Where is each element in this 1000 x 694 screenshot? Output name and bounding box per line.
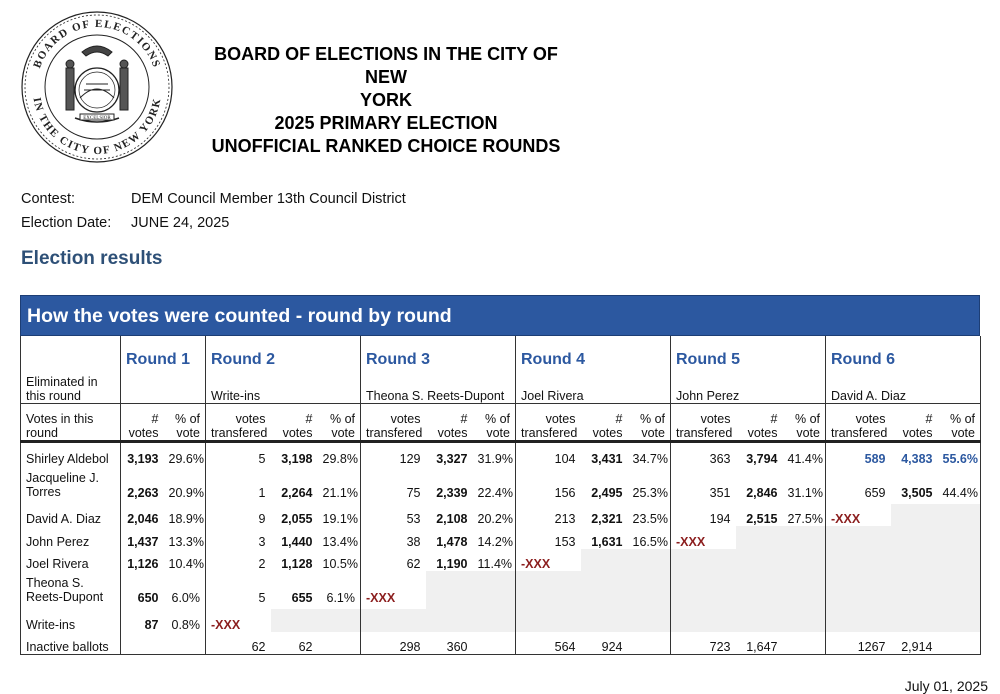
results-table-container: [20, 295, 980, 655]
vote-count: 2,108: [436, 512, 468, 526]
vote-pct: 14.2%: [477, 534, 513, 549]
eliminated-marker: -XXX: [671, 526, 736, 549]
eliminated-label: Eliminated in this round: [21, 369, 121, 404]
votes-transferred: 194: [671, 504, 736, 527]
votes-transferred: 156: [516, 466, 581, 504]
vote-count: 1,126: [121, 549, 164, 572]
votes-transferred: 659: [826, 466, 891, 504]
col-header-votes: # votes: [736, 404, 783, 442]
vote-pct: 41.4%: [787, 451, 823, 466]
empty-cell: [783, 609, 826, 632]
candidate-name: Joel Rivera: [21, 549, 121, 572]
cell: [164, 632, 206, 655]
votes-transferred: 363: [671, 442, 736, 466]
votes-transferred: 1: [206, 466, 271, 504]
votes-transferred: 153: [516, 526, 581, 549]
candidate-row: [21, 549, 981, 572]
col-header-transferred: votes transfered: [206, 404, 271, 442]
empty-cell: [473, 571, 516, 609]
empty-cell: [891, 549, 938, 572]
vote-count: 2,264: [281, 485, 313, 500]
candidate-row: [21, 526, 981, 549]
eliminated-marker: -XXX: [361, 571, 426, 609]
candidate-row: [21, 442, 981, 466]
vote-pct: 6.0%: [171, 591, 200, 605]
empty-cell: [628, 571, 671, 609]
col-header-votes: # votes: [121, 404, 164, 442]
round-title: Round 4: [516, 336, 671, 369]
empty-cell: [826, 526, 891, 549]
vote-count: 2,515: [746, 512, 778, 526]
election-date-value: JUNE 24, 2025: [131, 215, 230, 231]
empty-cell: [938, 504, 981, 527]
empty-cell: [581, 571, 628, 609]
votes-transferred: 129: [361, 442, 426, 466]
inactive-total: 360: [426, 632, 473, 655]
vote-count: 87: [121, 609, 164, 632]
vote-pct: 22.4%: [477, 485, 513, 500]
corner-cell: [21, 336, 121, 369]
col-header-transferred: votes transfered: [671, 404, 736, 442]
vote-count: 3,505: [901, 485, 933, 500]
election-date-line: [21, 215, 229, 231]
votes-transferred: 75: [361, 466, 426, 504]
votes-transferred: 104: [516, 442, 581, 466]
empty-cell: [938, 571, 981, 609]
round-title: Round 2: [206, 336, 361, 369]
vote-pct: 10.5%: [322, 557, 358, 571]
svg-text:BOARD OF ELECTIONS: BOARD OF ELECTIONS: [31, 17, 163, 70]
vote-count: 3,327: [436, 451, 468, 466]
eliminated-candidate: David A. Diaz: [826, 369, 981, 404]
empty-cell: [516, 571, 581, 609]
empty-cell: [318, 632, 361, 655]
empty-cell: [628, 632, 671, 655]
inactive-ballots-row: [21, 632, 981, 655]
empty-cell: [736, 571, 783, 609]
header-line-1: BOARD OF ELECTIONS IN THE CITY OF NEW: [214, 44, 558, 87]
vote-pct: 20.9%: [168, 485, 204, 500]
empty-cell: [671, 609, 736, 632]
inactive-transferred: 1267: [826, 632, 891, 655]
votes-transferred: 213: [516, 504, 581, 527]
vote-count: 1,631: [591, 534, 623, 549]
eliminated-candidate: [121, 369, 206, 404]
empty-cell: [783, 526, 826, 549]
vote-count: 1,190: [436, 557, 468, 571]
eliminated-marker: -XXX: [826, 504, 891, 527]
vote-count: 2,263: [121, 466, 164, 504]
vote-pct: 31.1%: [787, 485, 823, 500]
contest-line: [21, 191, 406, 207]
vote-count: 650: [121, 571, 164, 609]
inactive-transferred: 723: [671, 632, 736, 655]
col-header-votes: # votes: [426, 404, 473, 442]
empty-cell: [318, 609, 361, 632]
candidate-name: Theona S. Reets-Dupont: [21, 571, 121, 609]
col-header-votes: # votes: [271, 404, 318, 442]
votes-transferred: 5: [206, 571, 271, 609]
inactive-total: 2,914: [891, 632, 938, 655]
empty-cell: [891, 504, 938, 527]
vote-count: 2,495: [591, 485, 623, 500]
empty-cell: [271, 609, 318, 632]
round-title: Round 1: [121, 336, 206, 369]
candidate-name: Shirley Aldebol: [21, 442, 121, 466]
candidate-row: [21, 504, 981, 527]
candidate-name: Write-ins: [21, 609, 121, 632]
votes-in-round-label: Votes in this round: [21, 404, 121, 442]
vote-count: 4,383: [901, 451, 933, 466]
votes-transferred: 589: [826, 442, 891, 466]
vote-pct: 27.5%: [787, 512, 823, 526]
header-line-2: YORK: [359, 90, 412, 110]
vote-count: 655: [291, 591, 313, 605]
empty-cell: [938, 549, 981, 572]
empty-cell: [671, 549, 736, 572]
votes-transferred: 38: [361, 526, 426, 549]
col-header-pct: % of vote: [938, 404, 981, 442]
vote-pct: 29.6%: [168, 451, 204, 466]
vote-count: 3,193: [121, 442, 164, 466]
eliminated-candidate: John Perez: [671, 369, 826, 404]
col-header-transferred: votes transfered: [516, 404, 581, 442]
eliminated-marker: -XXX: [516, 549, 581, 572]
col-header-pct: % of vote: [783, 404, 826, 442]
section-heading: Election results: [21, 248, 163, 269]
col-header-pct: % of vote: [473, 404, 516, 442]
inactive-transferred: 62: [206, 632, 271, 655]
election-date-label: Election Date:: [21, 215, 112, 231]
vote-count: 3,198: [281, 451, 313, 466]
empty-cell: [581, 549, 628, 572]
vote-count: 3,431: [591, 451, 623, 466]
votes-transferred: 5: [206, 442, 271, 466]
empty-cell: [361, 609, 426, 632]
vote-pct: 11.4%: [477, 557, 513, 571]
vote-pct: 19.1%: [322, 512, 358, 526]
col-header-pct: % of vote: [318, 404, 361, 442]
nyc-board-of-elections-seal: [20, 10, 174, 164]
empty-cell: [891, 571, 938, 609]
empty-cell: [736, 609, 783, 632]
inactive-label: Inactive ballots: [21, 632, 121, 655]
empty-cell: [826, 549, 891, 572]
empty-cell: [473, 632, 516, 655]
votes-transferred: 9: [206, 504, 271, 527]
vote-count: 1,437: [121, 526, 164, 549]
results-banner: How the votes were counted - round by round: [20, 295, 980, 336]
round-title: Round 6: [826, 336, 981, 369]
empty-cell: [736, 526, 783, 549]
vote-pct: 44.4%: [938, 466, 981, 504]
inactive-total: 62: [271, 632, 318, 655]
col-header-votes: # votes: [581, 404, 628, 442]
empty-cell: [736, 549, 783, 572]
vote-pct: 18.9%: [168, 512, 204, 526]
col-header-pct: % of vote: [628, 404, 671, 442]
vote-pct: 29.8%: [322, 451, 358, 466]
empty-cell: [891, 609, 938, 632]
vote-count: 2,339: [436, 485, 468, 500]
inactive-total: 1,647: [736, 632, 783, 655]
eliminated-row: [21, 369, 981, 404]
round-title: Round 5: [671, 336, 826, 369]
cell: [121, 632, 164, 655]
empty-cell: [628, 609, 671, 632]
eliminated-candidate: Write-ins: [206, 369, 361, 404]
vote-count: 1,478: [436, 534, 468, 549]
vote-pct: 23.5%: [632, 512, 668, 526]
vote-pct: 0.8%: [171, 617, 200, 632]
empty-cell: [628, 549, 671, 572]
empty-cell: [516, 609, 581, 632]
vote-pct: 34.7%: [632, 451, 668, 466]
votes-transferred: 2: [206, 549, 271, 572]
vote-pct: 20.2%: [477, 512, 513, 526]
candidate-name: David A. Diaz: [21, 504, 121, 527]
eliminated-marker: -XXX: [206, 609, 271, 632]
svg-text:EXCELSIOR: EXCELSIOR: [83, 116, 111, 121]
empty-cell: [938, 526, 981, 549]
empty-cell: [671, 571, 736, 609]
eliminated-candidate: Joel Rivera: [516, 369, 671, 404]
col-header-pct: % of vote: [164, 404, 206, 442]
vote-pct: 13.4%: [322, 534, 358, 549]
empty-cell: [426, 571, 473, 609]
vote-count: 2,321: [591, 512, 623, 526]
header-line-3: 2025 PRIMARY ELECTION: [274, 113, 498, 133]
empty-cell: [783, 549, 826, 572]
vote-pct: 10.4%: [168, 557, 204, 571]
candidate-name: John Perez: [21, 526, 121, 549]
round-title-row: [21, 336, 981, 369]
col-header-votes: # votes: [891, 404, 938, 442]
vote-pct: 31.9%: [477, 451, 513, 466]
contest-value: DEM Council Member 13th Council District: [131, 191, 406, 207]
column-header-row: [21, 404, 981, 442]
votes-transferred: 53: [361, 504, 426, 527]
empty-cell: [826, 609, 891, 632]
vote-count: 1,128: [281, 557, 313, 571]
round-title: Round 3: [361, 336, 516, 369]
vote-pct: 55.6%: [938, 442, 981, 466]
eliminated-candidate: Theona S. Reets-Dupont: [361, 369, 516, 404]
vote-pct: 13.3%: [168, 534, 204, 549]
vote-count: 2,046: [121, 504, 164, 527]
contest-label: Contest:: [21, 191, 75, 207]
vote-pct: 25.3%: [632, 485, 668, 500]
votes-transferred: 3: [206, 526, 271, 549]
vote-count: 3,794: [746, 451, 778, 466]
empty-cell: [826, 571, 891, 609]
inactive-transferred: 564: [516, 632, 581, 655]
votes-transferred: 62: [361, 549, 426, 572]
results-table: [20, 336, 981, 655]
candidate-row: [21, 466, 981, 504]
vote-count: 1,440: [281, 534, 313, 549]
vote-count: 2,846: [746, 485, 778, 500]
candidate-row: [21, 609, 981, 632]
svg-text:IN THE CITY OF NEW YORK: IN THE CITY OF NEW YORK: [30, 96, 164, 158]
header-line-4: UNOFFICIAL RANKED CHOICE ROUNDS: [211, 136, 561, 156]
col-header-transferred: votes transfered: [361, 404, 426, 442]
col-header-transferred: votes transfered: [826, 404, 891, 442]
empty-cell: [891, 526, 938, 549]
footer-date: July 01, 2025: [904, 678, 988, 694]
empty-cell: [783, 632, 826, 655]
vote-pct: 16.5%: [632, 534, 668, 549]
empty-cell: [581, 609, 628, 632]
vote-count: 2,055: [281, 512, 313, 526]
candidate-name: Jacqueline J. Torres: [21, 466, 121, 504]
empty-cell: [938, 632, 981, 655]
candidate-row: [21, 571, 981, 609]
inactive-transferred: 298: [361, 632, 426, 655]
empty-cell: [426, 609, 473, 632]
vote-pct: 21.1%: [322, 485, 358, 500]
empty-cell: [473, 609, 516, 632]
page-header-title: [195, 43, 577, 158]
inactive-total: 924: [581, 632, 628, 655]
votes-transferred: 351: [671, 466, 736, 504]
empty-cell: [938, 609, 981, 632]
vote-pct: 6.1%: [326, 591, 355, 605]
empty-cell: [783, 571, 826, 609]
